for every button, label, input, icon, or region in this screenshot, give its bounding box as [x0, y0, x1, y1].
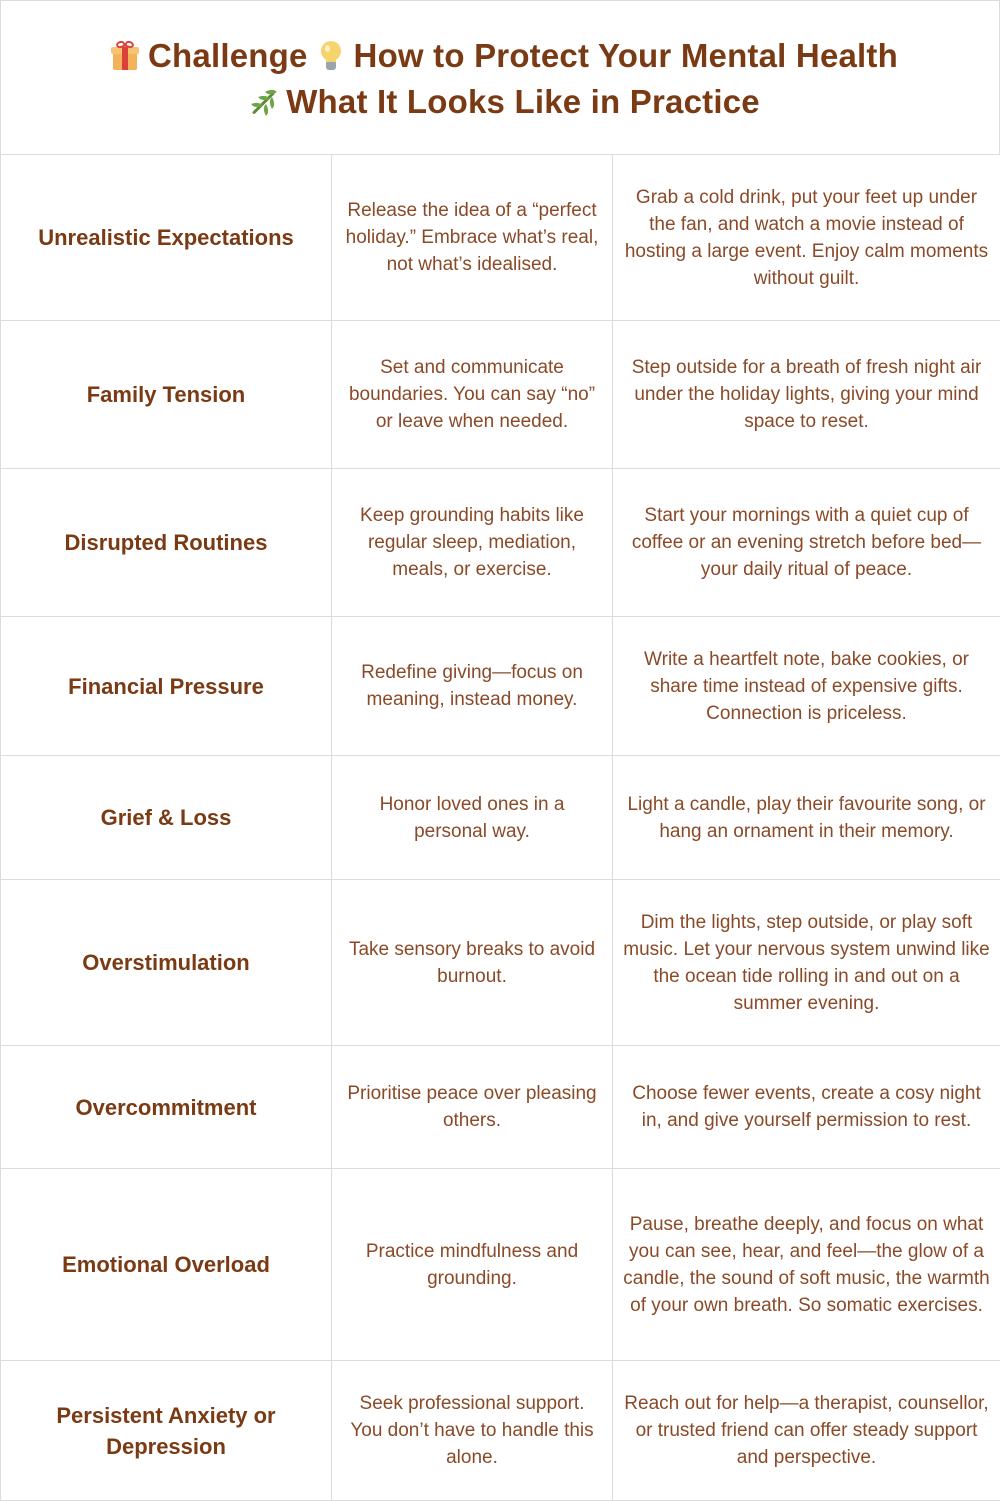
practice-cell: Grab a cold drink, put your feet up under the fan, and watch a movie instead of hosting a large event. Enjoy calm moments without guilt.: [613, 155, 1000, 321]
protect-cell: Keep grounding habits like regular sleep, mediation, meals, or exercise.: [332, 469, 613, 617]
protect-cell: Practice mindfulness and grounding.: [332, 1169, 613, 1361]
herb-icon: [248, 86, 278, 118]
challenge-cell: Overcommitment: [1, 1046, 332, 1169]
protect-cell: Prioritise peace over pleasing others.: [332, 1046, 613, 1169]
challenge-cell: Grief & Loss: [1, 756, 332, 880]
protect-cell: Release the idea of a “perfect holiday.” Embrace what’s real, not what’s idealised.: [332, 155, 613, 321]
header-how-to-protect: How to Protect Your Mental Health: [354, 33, 898, 79]
practice-cell: Step outside for a breath of fresh night air under the holiday lights, giving your mind space to reset.: [613, 321, 1000, 469]
header-line-1: [102, 33, 898, 79]
light-bulb-icon: [316, 40, 346, 72]
challenge-table: [0, 154, 1000, 1501]
challenge-cell: Unrealistic Expectations: [1, 155, 332, 321]
practice-cell: Dim the lights, step outside, or play soft music. Let your nervous system unwind like the ocean tide rolling in and out on a summer evening.: [613, 880, 1000, 1046]
practice-cell: Reach out for help—a therapist, counsellor, or trusted friend can offer steady support and perspective.: [613, 1361, 1000, 1501]
challenge-cell: Disrupted Routines: [1, 469, 332, 617]
protect-cell: Seek professional support. You don’t have to handle this alone.: [332, 1361, 613, 1501]
practice-cell: Light a candle, play their favourite song, or hang an ornament in their memory.: [613, 756, 1000, 880]
practice-cell: Pause, breathe deeply, and focus on what you can see, hear, and feel—the glow of a candle, the sound of soft music, the warmth of your own breath. So somatic exercises.: [613, 1169, 1000, 1361]
table-row: [1, 1169, 1000, 1361]
table-row: [1, 155, 1000, 321]
table-row: [1, 617, 1000, 756]
table-row: [1, 321, 1000, 469]
table-header: [0, 0, 1000, 154]
challenge-cell: Persistent Anxiety or Depression: [1, 1361, 332, 1501]
table-row: [1, 880, 1000, 1046]
practice-cell: Choose fewer events, create a cosy night in, and give yourself permission to rest.: [613, 1046, 1000, 1169]
challenge-cell: Overstimulation: [1, 880, 332, 1046]
table-row: [1, 469, 1000, 617]
protect-cell: Set and communicate boundaries. You can say “no” or leave when needed.: [332, 321, 613, 469]
header-line-2: [240, 79, 760, 125]
protect-cell: Honor loved ones in a personal way.: [332, 756, 613, 880]
protect-cell: Redefine giving—focus on meaning, instead money.: [332, 617, 613, 756]
challenge-cell: Financial Pressure: [1, 617, 332, 756]
challenge-cell: Emotional Overload: [1, 1169, 332, 1361]
protect-cell: Take sensory breaks to avoid burnout.: [332, 880, 613, 1046]
header-in-practice: What It Looks Like in Practice: [286, 79, 760, 125]
practice-cell: Write a heartfelt note, bake cookies, or share time instead of expensive gifts. Connection is priceless.: [613, 617, 1000, 756]
practice-cell: Start your mornings with a quiet cup of coffee or an evening stretch before bed—your daily ritual of peace.: [613, 469, 1000, 617]
challenge-cell: Family Tension: [1, 321, 332, 469]
table-row: [1, 1046, 1000, 1169]
gift-icon: [110, 40, 140, 72]
header-challenge: Challenge: [148, 33, 308, 79]
table-row: [1, 756, 1000, 880]
table-row: [1, 1361, 1000, 1501]
